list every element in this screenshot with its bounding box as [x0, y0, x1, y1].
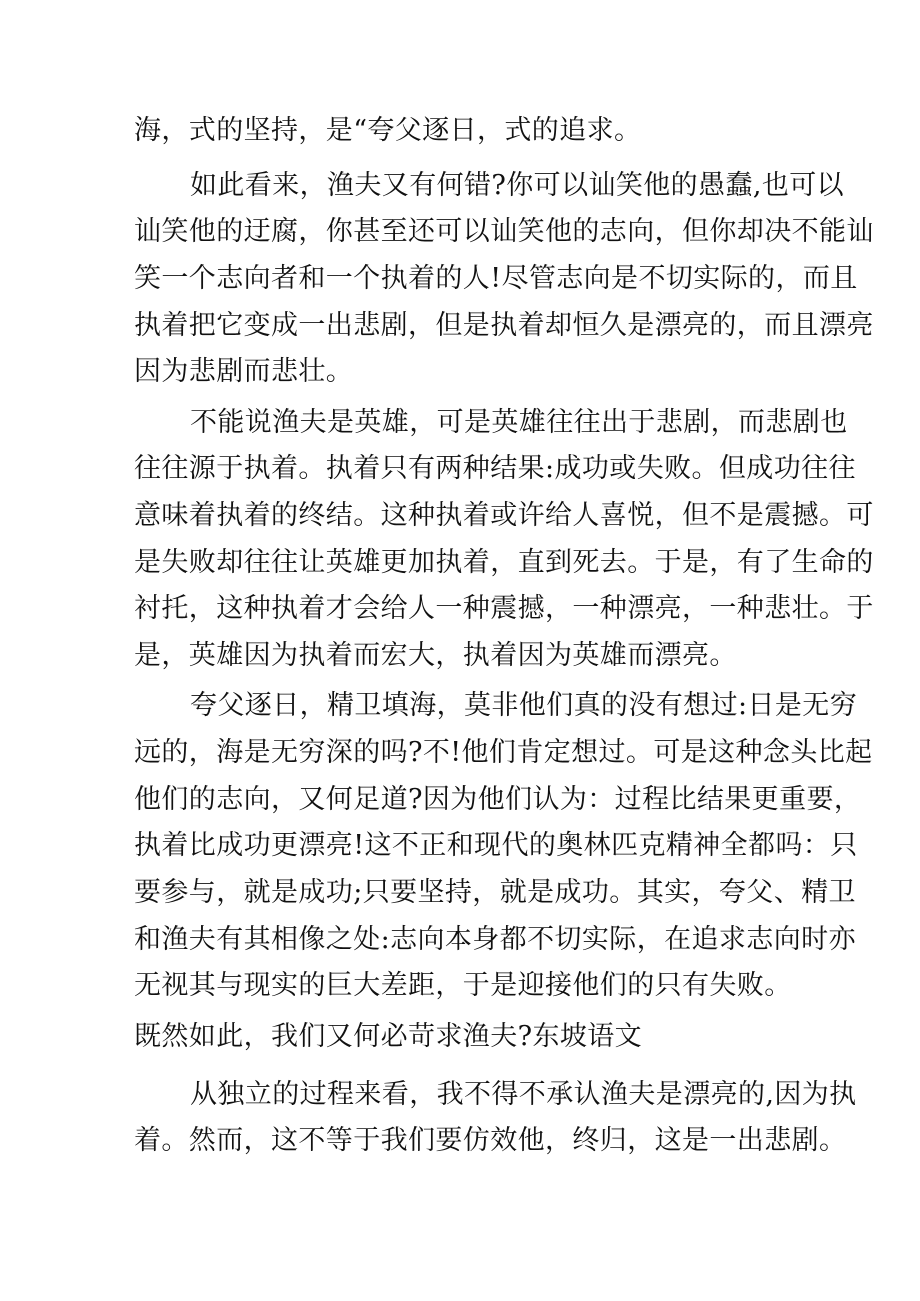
text-line: 要参与，就是成功;只要坚持，就是成功。其实，夸父、精卫 [134, 877, 856, 908]
text-line: 他们的志向，又何足道?因为他们认为：过程比结果更重要， [134, 784, 862, 815]
text-line: 意味着执着的终结。这种执着或许给人喜悦，但不是震撼。可 [134, 500, 874, 531]
text-line: 海，式的坚持，是“夸父逐日，式的追求。 [134, 115, 642, 146]
text-line: 既然如此，我们又何必苛求渔夫?东坡语文 [134, 1021, 643, 1052]
text-line: 执着比成功更漂亮!这不正和现代的奥林匹克精神全都吗：只 [134, 830, 858, 861]
text-line: 因为悲剧而悲壮。 [134, 356, 354, 387]
text-line: 远的，海是无穷深的吗?不!他们肯定想过。可是这种念头比起 [134, 737, 873, 768]
text-line: 衬托，这种执着才会给人一种震撼，一种漂亮，一种悲壮。于 [134, 593, 874, 624]
text-line: 如此看来，渔夫又有何错?你可以讪笑他的愚蠢,也可以 [190, 170, 845, 201]
text-line: 从独立的过程来看，我不得不承认渔夫是漂亮的,因为执 [190, 1079, 857, 1110]
text-line: 夸父逐日，精卫填海，莫非他们真的没有想过:日是无穷 [190, 690, 858, 721]
text-line: 是失败却往往让英雄更加执着，直到死去。于是，有了生命的 [134, 547, 874, 578]
text-line: 讪笑他的迂腐，你甚至还可以讪笑他的志向，但你却决不能讪 [134, 216, 874, 247]
text-line: 和渔夫有其相像之处:志向本身都不切实际，在追求志向时亦 [134, 924, 856, 955]
text-line: 往往源于执着。执着只有两种结果:成功或失败。但成功往往 [134, 453, 856, 484]
text-line: 笑一个志向者和一个执着的人!尽管志向是不切实际的，而且 [134, 263, 858, 294]
text-line: 不能说渔夫是英雄，可是英雄往往出于悲剧，而悲剧也 [190, 407, 848, 438]
text-line: 执着把它变成一出悲剧，但是执着却恒久是漂亮的，而且漂亮 [134, 310, 874, 341]
text-line: 是，英雄因为执着而宏大，执着因为英雄而漂亮。 [134, 640, 737, 671]
text-line: 无视其与现实的巨大差距，于是迎接他们的只有失败。 [134, 970, 792, 1001]
text-line: 着。然而，这不等于我们要仿效他，终归，这是一出悲剧。 [134, 1125, 847, 1156]
